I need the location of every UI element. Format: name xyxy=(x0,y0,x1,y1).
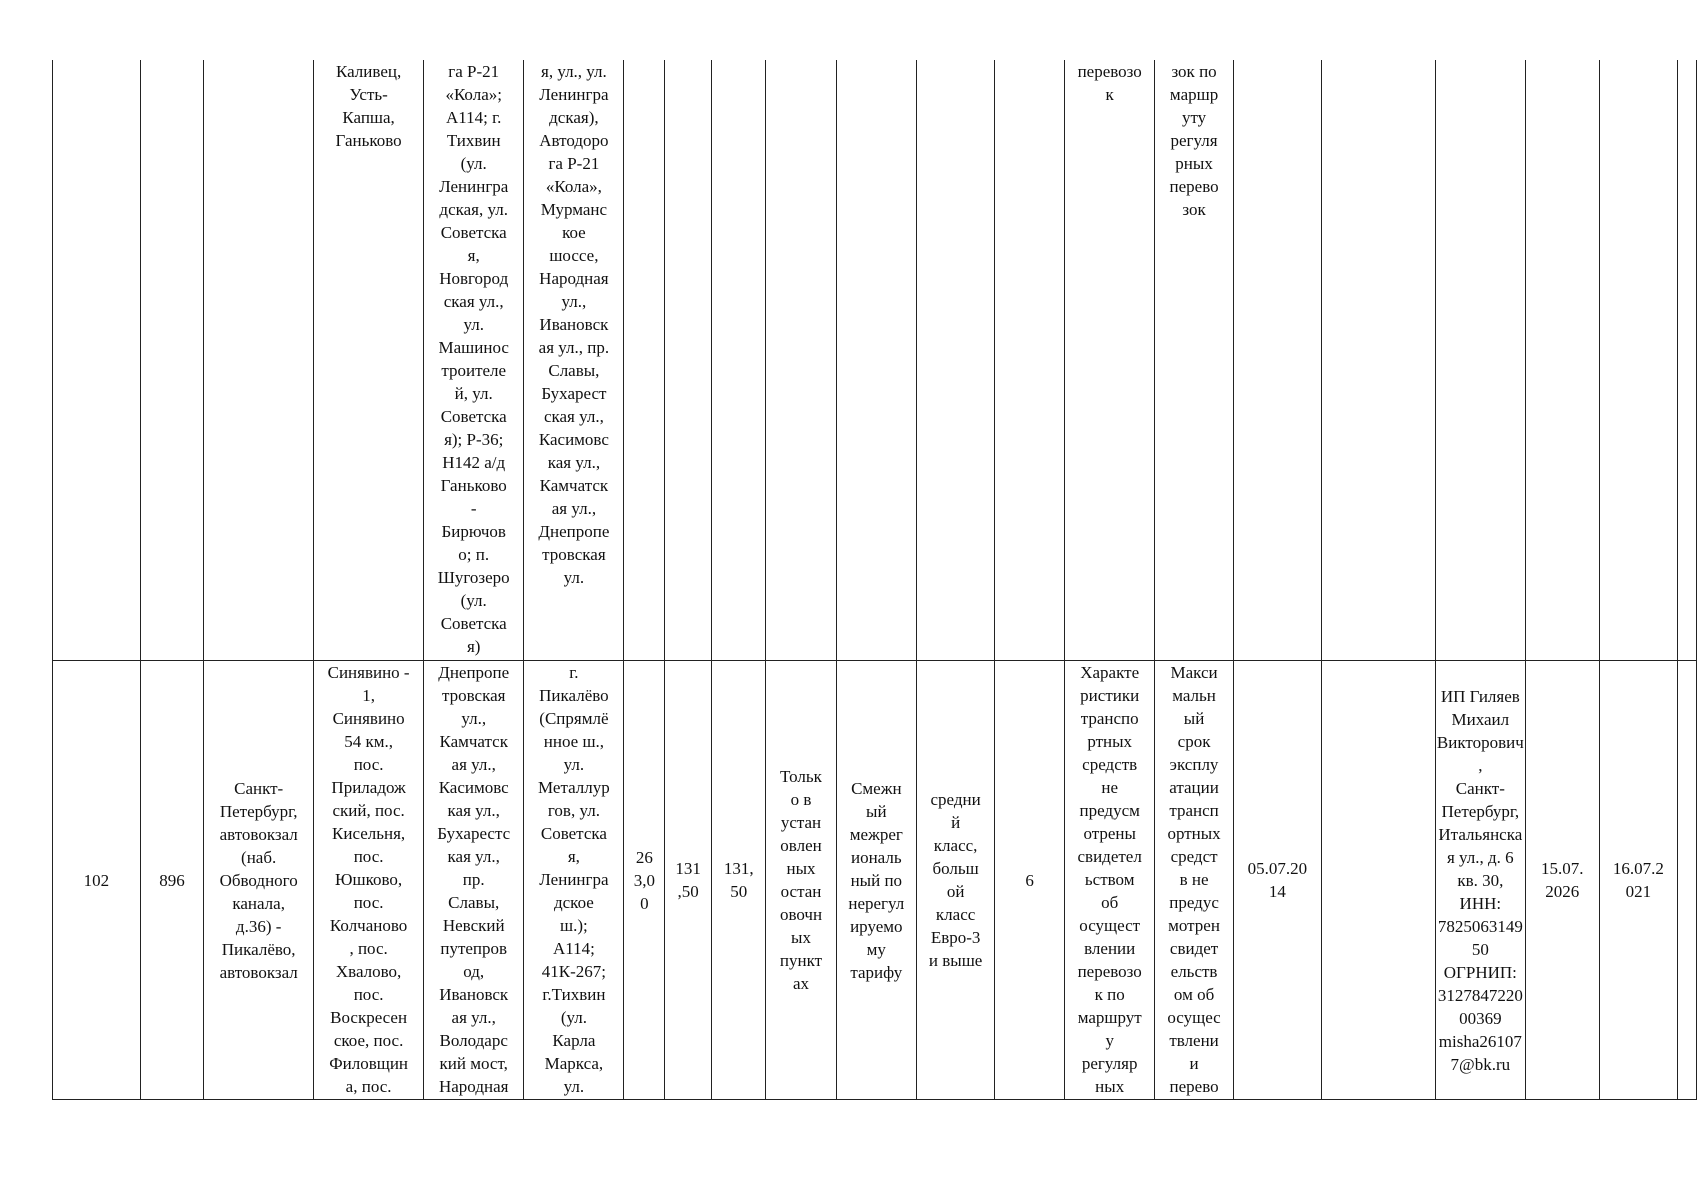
cell-tail xyxy=(1677,661,1696,1100)
cell-streets-backward: я, ул., ул. Ленингра дская), Автодоро га Р-21 «Кола», Мурманс кое шоссе, Народная ул., Ивановск ая ул., пр. Славы, Бухарест ская ул., Касимовс кая ул., Камчатск ая ул., Днепропе тровская ул. xyxy=(524,60,624,661)
cell-tail xyxy=(1677,60,1696,661)
cell-stops: Синявино - 1, Синявино 54 км., пос. Приладож ский, пос. Кисельня, пос. Юшково, пос. Колчаново , пос. Хвалово, пос. Воскресен ское, пос. Филовщин а, пос. xyxy=(314,661,424,1100)
cell-length: 26 3,0 0 xyxy=(624,661,665,1100)
cell-certificate-issue-date: 16.07.2 021 xyxy=(1599,661,1677,1100)
cell-max-service-life: зок по маршр уту регуля рных перево зок xyxy=(1155,60,1233,661)
cell-vehicle-count: 6 xyxy=(995,661,1065,1100)
cell-registration-number: 896 xyxy=(140,661,203,1100)
table-row-continuation xyxy=(53,60,1697,661)
cell-vehicle-class xyxy=(917,60,995,661)
cell-certificate-end-date: 15.07. 2026 xyxy=(1525,661,1599,1100)
cell-extra xyxy=(1321,661,1435,1100)
cell-vehicle-class: средни й класс, больш ой класс Евро-3 и выше xyxy=(917,661,995,1100)
cell-length xyxy=(624,60,665,661)
cell-route-type xyxy=(836,60,916,661)
cell-extra xyxy=(1321,60,1435,661)
cell-streets-forward: Днепропе тровская ул., Камчатск ая ул., Касимовс кая ул., Бухарестс кая ул., пр. Славы, Невский путепров од, Ивановск ая ул., Володарс кий мост, Народная xyxy=(424,661,524,1100)
route-registry-table xyxy=(52,60,1697,1100)
cell-streets-forward: га Р-21 «Кола»; А114; г. Тихвин (ул. Ленингра дская, ул. Советска я, Новгород ская ул., ул. Машинос троителе й, ул. Советска я); Р-36; Н142 а/д Ганьково - Бирючов о; п. Шугозеро (ул. Советска я) xyxy=(424,60,524,661)
cell-streets-backward: г. Пикалёво (Спрямлё нное ш., ул. Металлур гов, ул. Советска я, Ленингра дское ш.); А114; 41К-267; г.Тихвин (ул. Карла Маркса, ул. xyxy=(524,661,624,1100)
cell-boarding-procedure: Тольк о в устан овлен ных остан овочн ых пункт ах xyxy=(766,661,836,1100)
cell-certificate-issue-date xyxy=(1599,60,1677,661)
cell-start-date xyxy=(1233,60,1321,661)
cell-stops: Каливец, Усть- Капша, Ганьково xyxy=(314,60,424,661)
cell-length-forward: 131 ,50 xyxy=(665,661,712,1100)
cell-boarding-procedure xyxy=(766,60,836,661)
cell-route-name xyxy=(204,60,314,661)
cell-start-date: 05.07.20 14 xyxy=(1233,661,1321,1100)
cell-number: 102 xyxy=(53,661,141,1100)
cell-length-backward: 131, 50 xyxy=(711,661,765,1100)
table-row-route-102 xyxy=(53,661,1697,1100)
cell-number xyxy=(53,60,141,661)
cell-carrier: ИП Гиляев Михаил Викторович , Санкт- Петербург, Итальянска я ул., д. 6 кв. 30, ИНН: 7825063149 50 ОГРНИП: 3127847220 00369 misha26107 7@bk.ru xyxy=(1435,661,1525,1100)
cell-registration-number xyxy=(140,60,203,661)
cell-certificate-end-date xyxy=(1525,60,1599,661)
cell-length-backward xyxy=(711,60,765,661)
cell-vehicle-characteristics: Характе ристики транспо ртных средств не предусм отрены свидетел ьством об осущест влении перевозо к по маршрут у регуляр ных xyxy=(1065,661,1155,1100)
cell-vehicle-count xyxy=(995,60,1065,661)
cell-max-service-life: Макси мальн ый срок эксплу атации трансп ортных средст в не предус мотрен свидет ельств ом об осущес твлени и перево xyxy=(1155,661,1233,1100)
cell-carrier xyxy=(1435,60,1525,661)
cell-route-name: Санкт- Петербург, автовокзал (наб. Обводного канала, д.36) - Пикалёво, автовокзал xyxy=(204,661,314,1100)
cell-route-type: Смежн ый межрег иональ ный по нерегул ируемо му тарифу xyxy=(836,661,916,1100)
cell-length-forward xyxy=(665,60,712,661)
cell-vehicle-characteristics: перевозо к xyxy=(1065,60,1155,661)
